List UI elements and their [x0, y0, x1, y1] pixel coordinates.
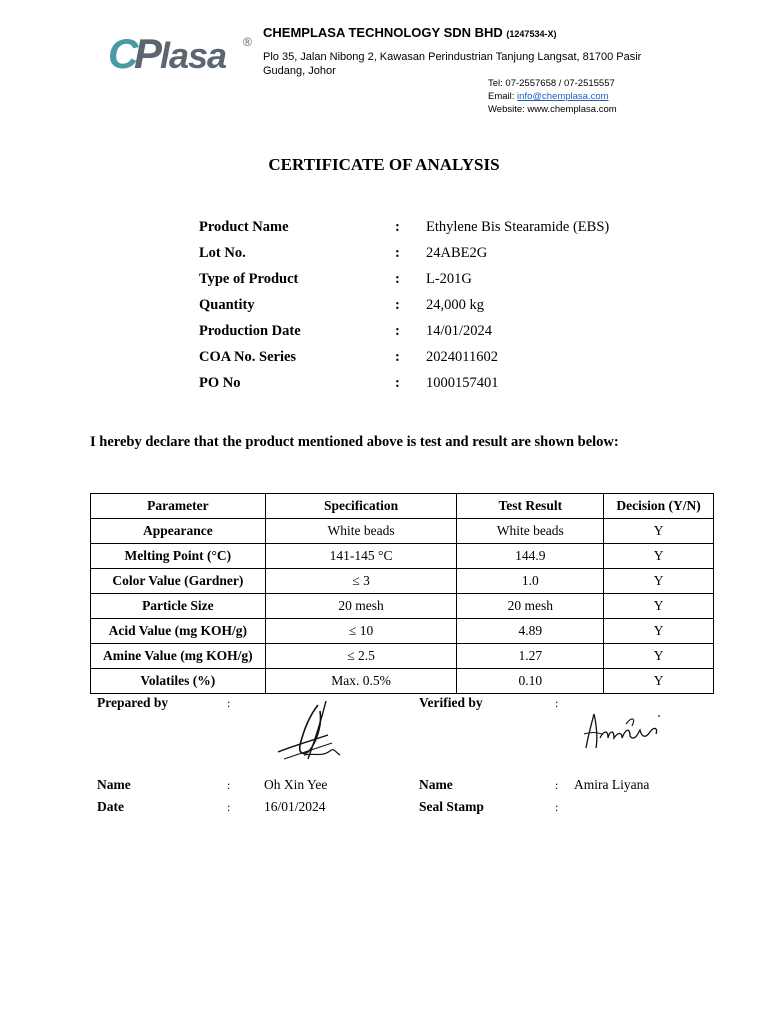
prepared-by-signature [270, 697, 365, 767]
info-separator: : [395, 349, 400, 365]
cell-parameter: Volatiles (%) [91, 669, 266, 694]
info-value: 24ABE2G [426, 245, 488, 261]
cell-parameter: Melting Point (°C) [91, 544, 266, 569]
info-value: 2024011602 [426, 349, 498, 365]
cell-specification: 20 mesh [265, 594, 457, 619]
cell-parameter: Amine Value (mg KOH/g) [91, 644, 266, 669]
cell-specification: 141-145 °C [265, 544, 457, 569]
verified-name-label: Name [419, 777, 453, 792]
seal-stamp-separator: : [555, 800, 559, 814]
header-decision: Decision (Y/N) [604, 494, 714, 519]
cell-specification: White beads [265, 519, 457, 544]
email-link[interactable]: info@chemplasa.com [517, 91, 609, 102]
header-parameter: Parameter [91, 494, 266, 519]
date-separator: : [227, 800, 231, 814]
email-label: Email: [488, 91, 518, 102]
info-label: PO No [199, 375, 241, 391]
cell-decision: Y [604, 519, 714, 544]
prepared-name-value: Oh Xin Yee [264, 777, 328, 792]
cell-parameter: Particle Size [91, 594, 266, 619]
cell-specification: ≤ 3 [265, 569, 457, 594]
info-value: L-201G [426, 271, 472, 287]
email-line [488, 90, 617, 103]
info-label: Product Name [199, 219, 289, 235]
table-header-row [91, 494, 714, 519]
cell-decision: Y [604, 544, 714, 569]
prepared-name-label: Name [97, 777, 131, 792]
cell-specification: ≤ 10 [265, 619, 457, 644]
verified-by-label: Verified by [419, 695, 483, 710]
company-name [263, 25, 556, 40]
cell-specification: ≤ 2.5 [265, 644, 457, 669]
info-separator: : [395, 375, 400, 391]
cell-decision: Y [604, 619, 714, 644]
info-value: Ethylene Bis Stearamide (EBS) [426, 219, 610, 235]
cell-test-result: 1.0 [457, 569, 604, 594]
cell-test-result: White beads [457, 519, 604, 544]
svg-text:®: ® [243, 35, 252, 49]
document-title: CERTIFICATE OF ANALYSIS [268, 155, 500, 174]
info-value: 1000157401 [426, 375, 499, 391]
header-test-result: Test Result [457, 494, 604, 519]
cell-test-result: 0.10 [457, 669, 604, 694]
table-row [91, 619, 714, 644]
header-specification: Specification [265, 494, 457, 519]
declaration-text: I hereby declare that the product mentioned above is test and result are shown below: [90, 434, 619, 450]
cell-test-result: 144.9 [457, 544, 604, 569]
telephone: Tel: 07-2557658 / 07-2515557 [488, 78, 615, 89]
cell-decision: Y [604, 569, 714, 594]
prepared-by-label: Prepared by [97, 695, 169, 710]
verified-name-value: Amira Liyana [574, 777, 650, 792]
info-label: Quantity [199, 297, 255, 313]
table-row [91, 569, 714, 594]
svg-text:P: P [134, 30, 161, 74]
seal-stamp-label: Seal Stamp [419, 799, 484, 814]
verified-by-separator: : [555, 696, 559, 710]
company-logo [108, 30, 256, 74]
table-row [91, 594, 714, 619]
cell-test-result: 4.89 [457, 619, 604, 644]
info-separator: : [395, 219, 400, 235]
info-separator: : [395, 245, 400, 261]
results-table [90, 493, 714, 694]
cell-specification: Max. 0.5% [265, 669, 457, 694]
table-row [91, 669, 714, 694]
info-value: 14/01/2024 [426, 323, 493, 339]
info-label: Type of Product [199, 271, 299, 287]
cell-decision: Y [604, 669, 714, 694]
verified-by-signature [580, 708, 662, 756]
verified-name-separator: : [555, 778, 559, 792]
cell-decision: Y [604, 644, 714, 669]
cell-parameter: Acid Value (mg KOH/g) [91, 619, 266, 644]
info-label: Lot No. [199, 245, 246, 261]
svg-text:lasa: lasa [160, 35, 227, 74]
date-value: 16/01/2024 [264, 799, 326, 814]
info-separator: : [395, 271, 400, 287]
info-value: 24,000 kg [426, 297, 484, 313]
registration-number: (1247534-X) [506, 29, 557, 39]
table-row [91, 644, 714, 669]
date-label: Date [97, 799, 124, 814]
cell-parameter: Appearance [91, 519, 266, 544]
info-label: Production Date [199, 323, 301, 339]
company-address: Plo 35, Jalan Nibong 2, Kawasan Perindustrian Tanjung Langsat, 81700 Pasir Gudang, Johor [263, 51, 642, 77]
info-separator: : [395, 323, 400, 339]
info-label: COA No. Series [199, 349, 297, 365]
cell-parameter: Color Value (Gardner) [91, 569, 266, 594]
cell-test-result: 1.27 [457, 644, 604, 669]
prepared-name-separator: : [227, 778, 231, 792]
website: Website: www.chemplasa.com [488, 104, 617, 115]
company-name-text: CHEMPLASA TECHNOLOGY SDN BHD [263, 25, 503, 40]
contact-block [488, 77, 617, 116]
prepared-by-separator: : [227, 696, 231, 710]
info-separator: : [395, 297, 400, 313]
cell-test-result: 20 mesh [457, 594, 604, 619]
table-row [91, 519, 714, 544]
cell-decision: Y [604, 594, 714, 619]
svg-text:C: C [108, 30, 136, 74]
table-row [91, 544, 714, 569]
